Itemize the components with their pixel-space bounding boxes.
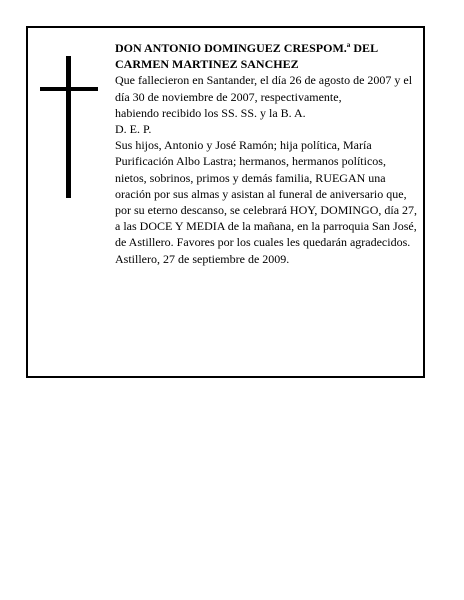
rip-text: D. E. P.	[115, 122, 152, 137]
cross-horizontal-bar	[40, 87, 98, 91]
notice-text	[115, 40, 419, 267]
place-date-text: Astillero, 27 de septiembre de 2009.	[115, 251, 290, 266]
cross-vertical-bar	[66, 56, 71, 198]
deceased-names: DON ANTONIO DOMINGUEZ CRESPOM.ª DEL CARMEN MARTINEZ SANCHEZ	[115, 41, 378, 72]
cross-icon	[40, 56, 98, 198]
body-text: Sus hijos, Antonio y José Ramón; hija política, María Purificación Albo Lastra; hermanos, hermanos políticos, nietos, sobrinos, primos y demás familia, RUEGAN una oración por sus almas y asistan al funeral de aniversario que, por su eterno descanso, se celebrará HOY, DOMINGO, día 27, a las DOCE Y MEDIA de la mañana, en la parroquia San José, de Astillero. Favores por los cuales les quedarán agradecidos.	[115, 138, 418, 250]
obituary-notice	[26, 26, 425, 378]
sacraments-text: habiendo recibido los SS. SS. y la B. A.	[115, 105, 306, 120]
intro-text: Que fallecieron en Santander, el día 26 de agosto de 2007 y el día 30 de noviembre de 2007, respectivamente,	[115, 73, 413, 104]
